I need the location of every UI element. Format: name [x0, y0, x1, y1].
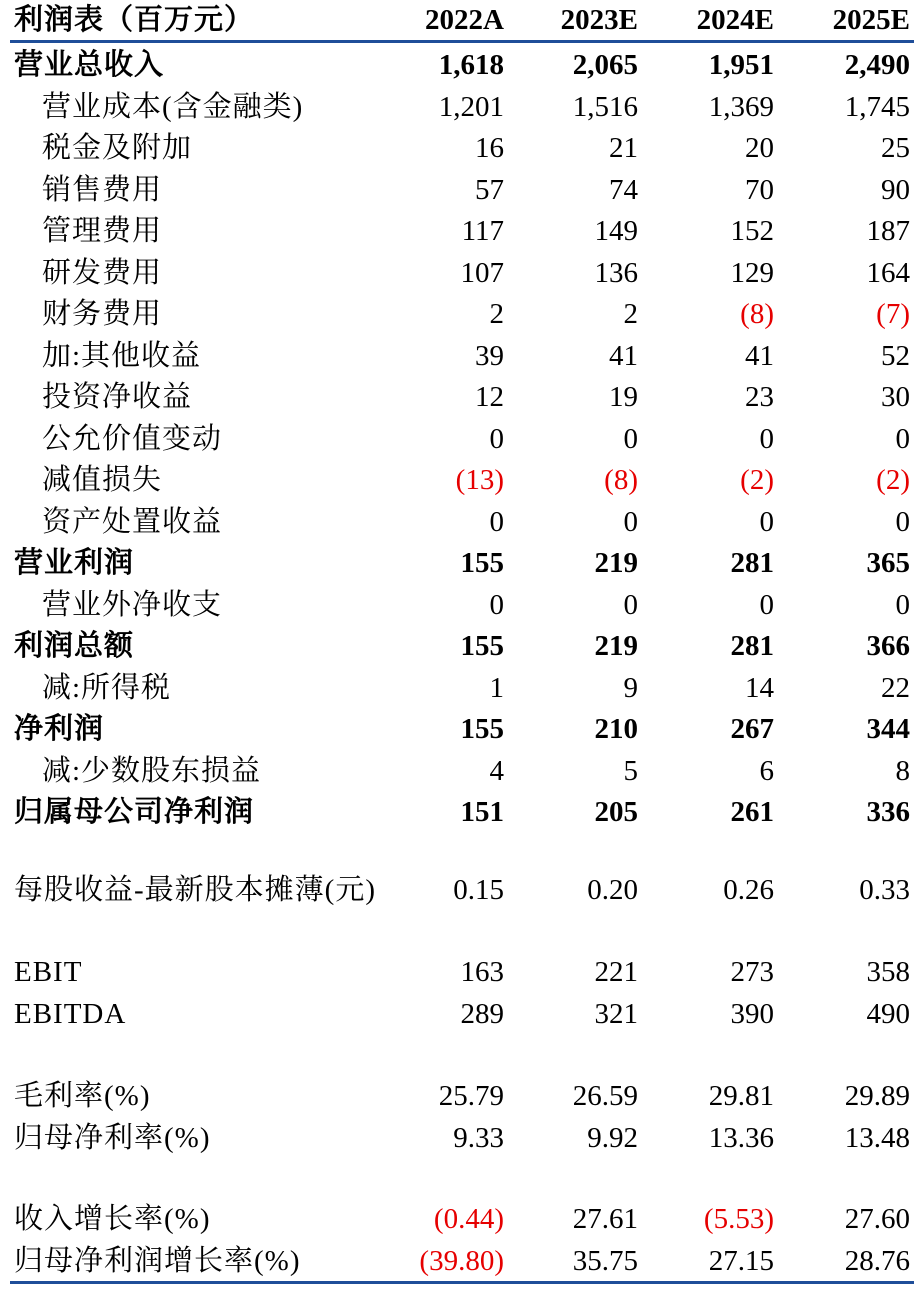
row-value: (8): [604, 464, 638, 496]
row-label: 营业利润: [14, 547, 135, 579]
row-value: (13): [455, 464, 504, 496]
table-row: [10, 792, 914, 833]
row-value: 366: [866, 630, 910, 662]
table-title: 利润表（百万元）: [14, 4, 255, 36]
row-value: 13.36: [708, 1122, 774, 1154]
row-value: 219: [594, 547, 638, 579]
row-value: 25: [881, 132, 910, 164]
row-value: 0.33: [859, 874, 910, 906]
row-label: 资产处置收益: [42, 506, 223, 538]
table-row: [10, 709, 914, 750]
row-value: 0: [759, 506, 774, 538]
row-value: 0.20: [587, 874, 638, 906]
table-row: [10, 211, 914, 252]
row-label: 加:其他收益: [42, 340, 202, 372]
row-value: 0.26: [723, 874, 774, 906]
row-label: 减:所得税: [42, 672, 172, 704]
row-value: 6: [759, 755, 774, 787]
row-value: 281: [730, 630, 774, 662]
row-value: 22: [881, 672, 910, 704]
year-header-2023e: 2023E: [560, 4, 638, 36]
row-value: 1,516: [572, 91, 638, 123]
table-row: [10, 751, 914, 792]
row-value: 57: [475, 174, 504, 206]
row-value: 13.48: [844, 1122, 910, 1154]
row-label: 归母净利润增长率(%): [14, 1245, 301, 1277]
row-value: 0: [623, 506, 638, 538]
row-value: 187: [866, 215, 910, 247]
row-value: 365: [866, 547, 910, 579]
row-value: 358: [866, 956, 910, 988]
row-value: 221: [594, 956, 638, 988]
row-value: 0: [759, 423, 774, 455]
row-value: 21: [609, 132, 638, 164]
row-value: 344: [866, 713, 910, 745]
row-value: 0: [623, 423, 638, 455]
row-value: 289: [460, 998, 504, 1030]
row-value: 29.81: [708, 1080, 774, 1112]
row-value: 205: [594, 796, 638, 828]
row-value: 90: [881, 174, 910, 206]
row-value: 273: [730, 956, 774, 988]
table-row: [10, 377, 914, 418]
row-value: 2,490: [844, 49, 910, 81]
row-value: 1,201: [438, 91, 504, 123]
row-value: 0: [623, 589, 638, 621]
table-row: [10, 253, 914, 294]
row-value: 136: [594, 257, 638, 289]
row-value: 23: [745, 381, 774, 413]
row-label: 每股收益-最新股本摊薄(元): [14, 874, 376, 906]
row-value: 0: [489, 589, 504, 621]
row-value: 74: [609, 174, 638, 206]
row-value: 4: [489, 755, 504, 787]
row-value: 2,065: [572, 49, 638, 81]
row-value: 0: [489, 506, 504, 538]
row-value: 155: [460, 547, 504, 579]
row-value: 52: [881, 340, 910, 372]
row-value: 0: [759, 589, 774, 621]
row-value: 0: [895, 423, 910, 455]
year-header-2022a: 2022A: [425, 4, 504, 36]
row-label: 减:少数股东损益: [42, 755, 262, 787]
row-value: 5: [623, 755, 638, 787]
row-value: (8): [740, 298, 774, 330]
row-value: 152: [730, 215, 774, 247]
table-row: [10, 336, 914, 377]
row-value: 0: [895, 506, 910, 538]
row-value: 35.75: [572, 1245, 638, 1277]
row-value: (2): [876, 464, 910, 496]
table-row: [10, 460, 914, 501]
row-label: 净利润: [14, 713, 105, 745]
table-row: [10, 543, 914, 584]
row-value: 28.76: [844, 1245, 910, 1277]
row-value: 1,745: [844, 91, 910, 123]
table-row: [10, 1118, 914, 1159]
row-value: 30: [881, 381, 910, 413]
table-row: [10, 502, 914, 543]
row-label: 投资净收益: [42, 381, 193, 413]
row-value: 129: [730, 257, 774, 289]
row-value: 39: [475, 340, 504, 372]
row-value: 27.60: [844, 1203, 910, 1235]
row-label: 减值损失: [42, 464, 163, 496]
row-value: 9: [623, 672, 638, 704]
row-value: (0.44): [433, 1203, 504, 1235]
table-row: [10, 626, 914, 667]
row-value: 0: [895, 589, 910, 621]
row-value: (39.80): [419, 1245, 504, 1277]
table-row: [10, 45, 914, 86]
bottom-divider: [10, 1281, 914, 1284]
row-label: 管理费用: [42, 215, 163, 247]
row-value: 163: [460, 956, 504, 988]
table-row: [10, 585, 914, 626]
row-label: 收入增长率(%): [14, 1203, 211, 1235]
row-value: 9.33: [453, 1122, 504, 1154]
row-value: 16: [475, 132, 504, 164]
row-value: 490: [866, 998, 910, 1030]
table-row: [10, 994, 914, 1035]
row-value: 70: [745, 174, 774, 206]
table-row: [10, 128, 914, 169]
row-value: 0: [489, 423, 504, 455]
row-value: 14: [745, 672, 774, 704]
row-value: 41: [745, 340, 774, 372]
row-value: 321: [594, 998, 638, 1030]
row-label: 公允价值变动: [42, 423, 223, 455]
row-value: 267: [730, 713, 774, 745]
table-header: [10, 0, 914, 40]
row-value: 19: [609, 381, 638, 413]
table-row: [10, 952, 914, 993]
row-value: 149: [594, 215, 638, 247]
row-value: 0.15: [453, 874, 504, 906]
year-header-2024e: 2024E: [696, 4, 774, 36]
row-value: 26.59: [572, 1080, 638, 1112]
row-value: 281: [730, 547, 774, 579]
row-value: 2: [489, 298, 504, 330]
row-value: 1: [489, 672, 504, 704]
table-row: [10, 870, 914, 911]
row-label: 归属母公司净利润: [14, 796, 255, 828]
row-value: 41: [609, 340, 638, 372]
row-label: 毛利率(%): [14, 1080, 151, 1112]
row-value: 20: [745, 132, 774, 164]
table-row: [10, 1241, 914, 1282]
row-value: 151: [460, 796, 504, 828]
row-value: 27.61: [572, 1203, 638, 1235]
row-value: 155: [460, 713, 504, 745]
table-row: [10, 294, 914, 335]
row-value: 117: [461, 215, 504, 247]
table-row: [10, 87, 914, 128]
row-value: (7): [876, 298, 910, 330]
row-label: EBIT: [14, 956, 83, 988]
row-value: 29.89: [844, 1080, 910, 1112]
row-value: 155: [460, 630, 504, 662]
row-value: (2): [740, 464, 774, 496]
row-value: 1,369: [708, 91, 774, 123]
row-value: 390: [730, 998, 774, 1030]
row-value: 1,951: [708, 49, 774, 81]
row-value: 2: [623, 298, 638, 330]
row-label: 利润总额: [14, 630, 135, 662]
row-value: 261: [730, 796, 774, 828]
row-value: 12: [475, 381, 504, 413]
row-value: (5.53): [703, 1203, 774, 1235]
row-value: 27.15: [708, 1245, 774, 1277]
row-value: 25.79: [438, 1080, 504, 1112]
row-label: 税金及附加: [42, 132, 193, 164]
table-row: [10, 419, 914, 460]
row-value: 164: [866, 257, 910, 289]
row-value: 9.92: [587, 1122, 638, 1154]
row-label: EBITDA: [14, 998, 127, 1030]
row-label: 营业成本(含金融类): [42, 91, 304, 123]
header-divider: [10, 40, 914, 43]
row-value: 1,618: [438, 49, 504, 81]
row-value: 107: [460, 257, 504, 289]
row-value: 8: [895, 755, 910, 787]
row-value: 219: [594, 630, 638, 662]
year-header-2025e: 2025E: [832, 4, 910, 36]
row-value: 210: [594, 713, 638, 745]
table-row: [10, 170, 914, 211]
table-row: [10, 668, 914, 709]
row-label: 财务费用: [42, 298, 163, 330]
row-label: 营业总收入: [14, 49, 165, 81]
row-label: 归母净利率(%): [14, 1122, 211, 1154]
row-label: 研发费用: [42, 257, 163, 289]
row-label: 营业外净收支: [42, 589, 223, 621]
table-row: [10, 1199, 914, 1240]
row-value: 336: [866, 796, 910, 828]
row-label: 销售费用: [42, 174, 163, 206]
table-row: [10, 1076, 914, 1117]
